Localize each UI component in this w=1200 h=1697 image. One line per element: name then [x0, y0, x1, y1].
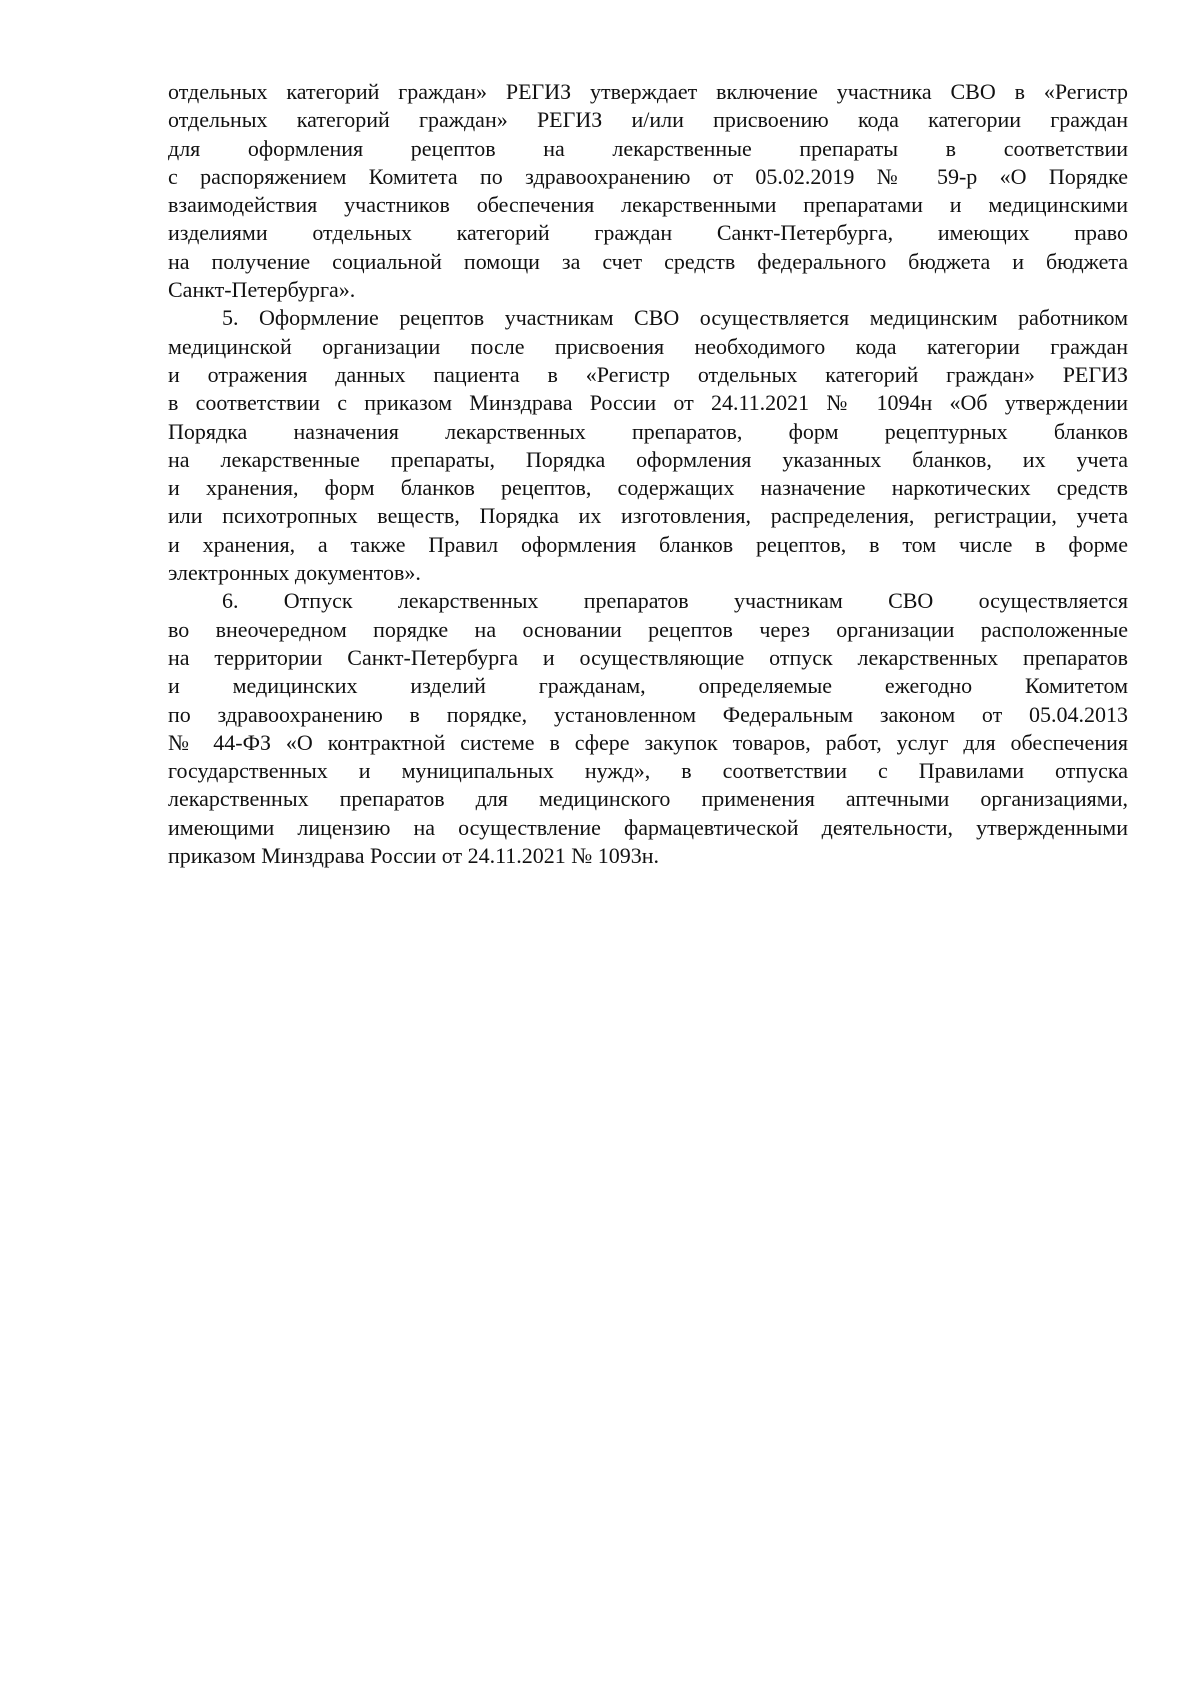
text-line: взаимодействия участников обеспечения лекарственными препаратами и медицинскими [168, 192, 1128, 218]
text-line: на получение социальной помощи за счет средств федерального бюджета и бюджета [168, 248, 1128, 274]
text-line: 5. Оформление рецептов участникам СВО осуществляется медицинским работником [222, 305, 1128, 331]
document-body [168, 78, 1128, 870]
text-line: Порядка назначения лекарственных препаратов, форм рецептурных бланков [168, 418, 1128, 444]
text-line: приказом Минздрава России от 24.11.2021 № 1093н. [168, 843, 660, 869]
text-line: электронных документов». [168, 560, 421, 586]
text-line: на территории Санкт-Петербурга и осуществляющие отпуск лекарственных препаратов [168, 644, 1128, 670]
text-line: лекарственных препаратов для медицинского применения аптечными организациями, [168, 786, 1128, 812]
text-line: медицинской организации после присвоения необходимого кода категории граждан [168, 333, 1128, 359]
text-line: и хранения, а также Правил оформления бланков рецептов, в том числе в форме [168, 531, 1128, 557]
text-line: изделиями отдельных категорий граждан Санкт-Петербурга, имеющих право [168, 220, 1128, 246]
text-line: отдельных категорий граждан» РЕГИЗ и/или присвоению кода категории граждан [168, 107, 1128, 133]
text-line: имеющими лицензию на осуществление фармацевтической деятельности, утвержденными [168, 814, 1128, 840]
text-line: для оформления рецептов на лекарственные препараты в соответствии [168, 135, 1128, 161]
paragraph-6 [168, 587, 1128, 870]
text-line: во внеочередном порядке на основании рецептов через организации расположенные [168, 616, 1128, 642]
text-line: 6. Отпуск лекарственных препаратов участникам СВО осуществляется [222, 588, 1128, 614]
text-line: государственных и муниципальных нужд», в соответствии с Правилами отпуска [168, 758, 1128, 784]
text-line: и отражения данных пациента в «Регистр отдельных категорий граждан» РЕГИЗ [168, 361, 1128, 387]
paragraph-5 [168, 304, 1128, 587]
text-line: по здравоохранению в порядке, установленном Федеральным законом от 05.04.2013 [168, 701, 1128, 727]
text-line: и хранения, форм бланков рецептов, содержащих назначение наркотических средств [168, 475, 1128, 501]
paragraph-4-continuation [168, 78, 1128, 304]
text-line: № 44-ФЗ «О контрактной системе в сфере закупок товаров, работ, услуг для обеспечения [168, 729, 1128, 755]
text-line: на лекарственные препараты, Порядка оформления указанных бланков, их учета [168, 446, 1128, 472]
text-line: с распоряжением Комитета по здравоохранению от 05.02.2019 № 59-р «О Порядке [168, 163, 1128, 189]
text-line: и медицинских изделий гражданам, определяемые ежегодно Комитетом [168, 673, 1128, 699]
text-line: Санкт-Петербурга». [168, 277, 356, 303]
text-line: или психотропных веществ, Порядка их изготовления, распределения, регистрации, учета [168, 503, 1128, 529]
text-line: отдельных категорий граждан» РЕГИЗ утверждает включение участника СВО в «Регистр [168, 79, 1128, 104]
text-line: в соответствии с приказом Минздрава России от 24.11.2021 № 1094н «Об утверждении [168, 390, 1128, 416]
